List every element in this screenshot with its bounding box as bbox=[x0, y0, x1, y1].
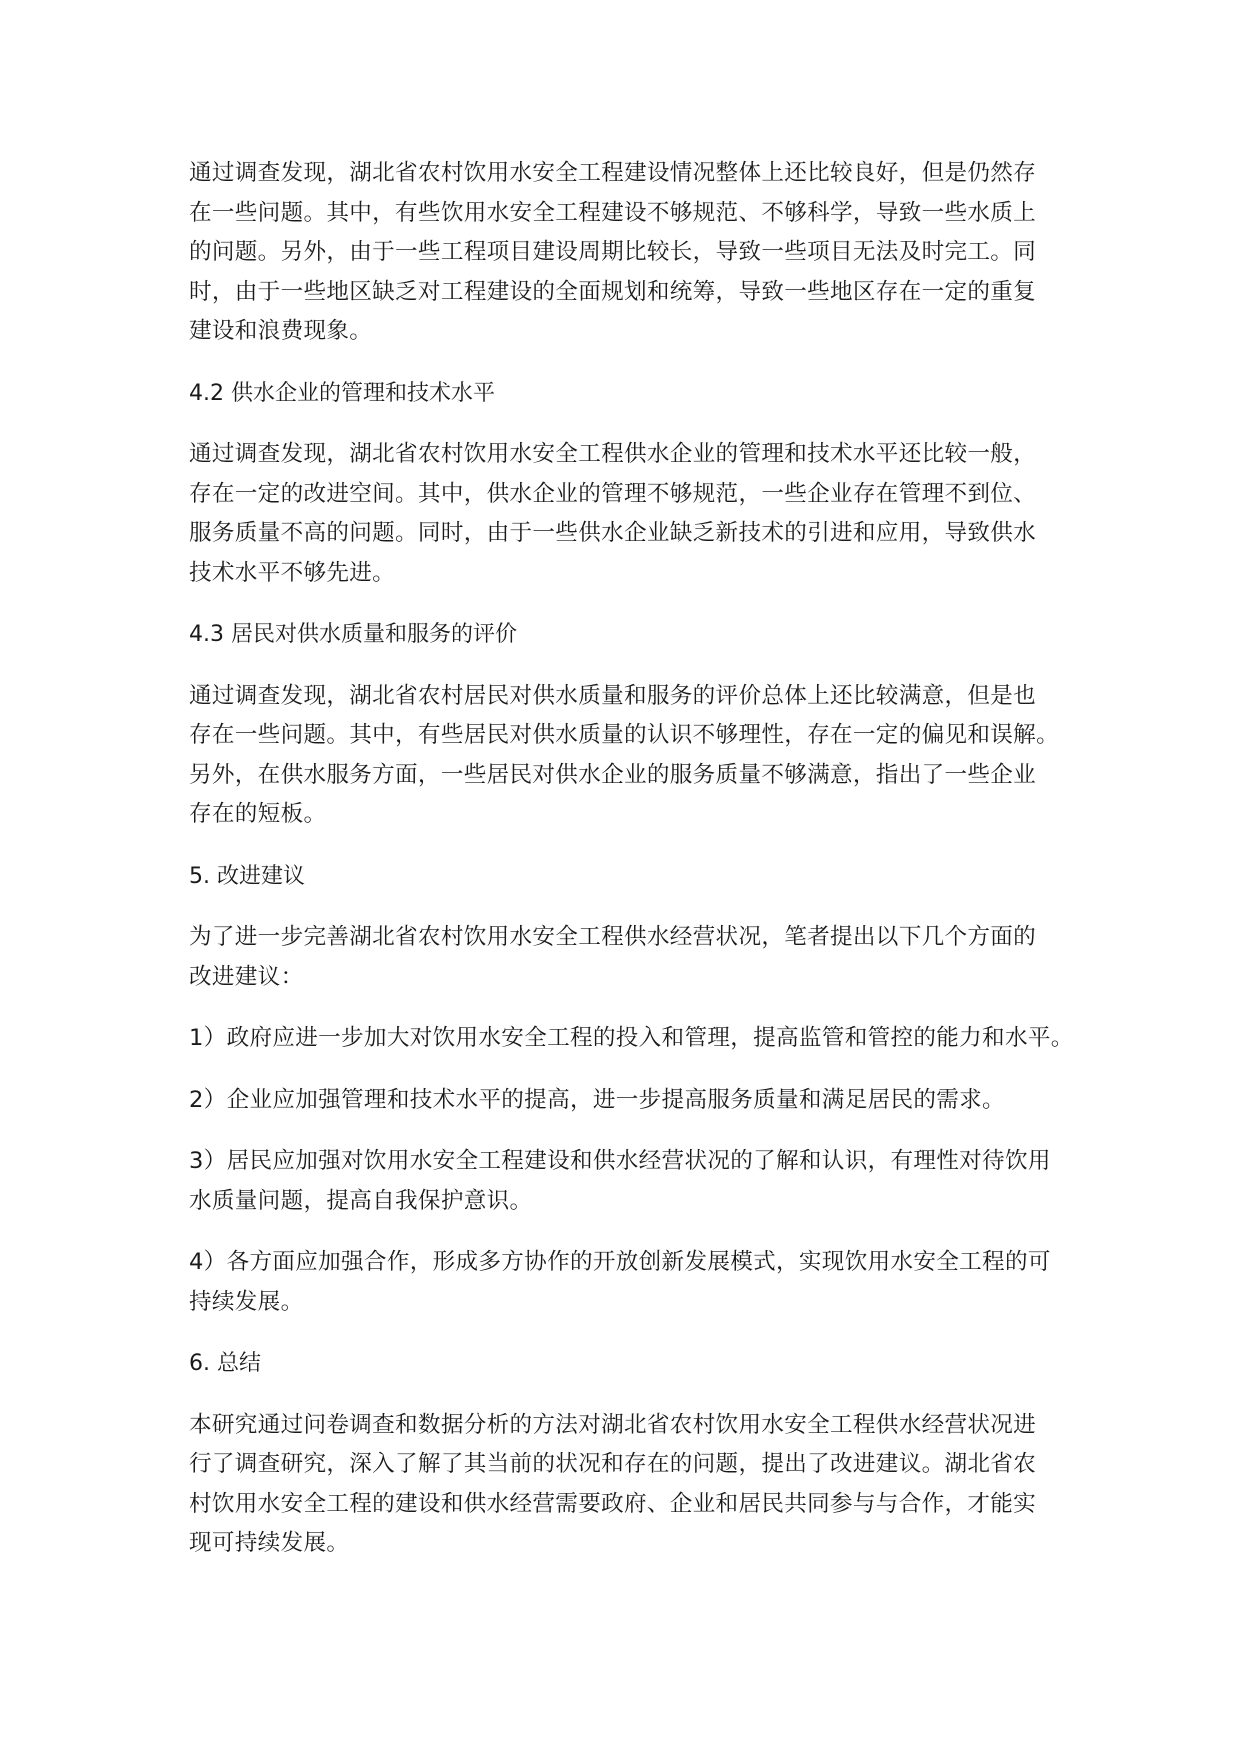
section-heading-6: 6. 总结 bbox=[189, 1351, 261, 1376]
text-line: 技术水平不够先进。 bbox=[189, 559, 396, 586]
text-line: 服务质量不高的问题。同时，由于一些供水企业缺乏新技术的引进和应用，导致供水 bbox=[189, 520, 1037, 546]
text-line: 行了调查研究，深入了解了其当前的状况和存在的问题，提出了改进建议。湖北省农 bbox=[189, 1451, 1037, 1477]
text-line: 存在一些问题。其中，有些居民对供水质量的认识不够理性，存在一定的偏见和误解。 bbox=[189, 722, 1059, 748]
text-line: 4）各方面应加强合作，形成多方协作的开放创新发展模式，实现饮用水安全工程的可 bbox=[189, 1249, 1051, 1275]
text-line: 在一些问题。其中，有些饮用水安全工程建设不够规范、不够科学，导致一些水质上 bbox=[189, 199, 1037, 226]
section-heading-5: 5. 改进建议 bbox=[189, 863, 305, 889]
text-line: 持续发展。 bbox=[189, 1288, 304, 1315]
text-line: 通过调查发现，湖北省农村饮用水安全工程供水企业的管理和技术水平还比较一般， bbox=[189, 441, 1037, 467]
paragraph-construction-status bbox=[189, 154, 1084, 352]
paragraph-suggestions-intro bbox=[189, 918, 1084, 997]
text-line: 通过调查发现，湖北省农村居民对供水质量和服务的评价总体上还比较满意，但是也 bbox=[189, 682, 1037, 709]
text-line: 通过调查发现，湖北省农村饮用水安全工程建设情况整体上还比较良好，但是仍然存 bbox=[189, 160, 1037, 186]
suggestion-item-4 bbox=[189, 1243, 1084, 1322]
paragraph-management-level bbox=[189, 435, 1084, 593]
suggestion-item-2 bbox=[189, 1081, 1084, 1121]
paragraph-conclusion bbox=[189, 1406, 1084, 1564]
text-line: 为了进一步完善湖北省农村饮用水安全工程供水经营状况，笔者提出以下几个方面的 bbox=[189, 924, 1037, 950]
text-line: 时，由于一些地区缺乏对工程建设的全面规划和统筹，导致一些地区存在一定的重复 bbox=[189, 278, 1037, 305]
text-line: 存在的短板。 bbox=[189, 801, 327, 827]
text-line: 水质量问题，提高自我保护意识。 bbox=[189, 1187, 533, 1214]
text-line: 3）居民应加强对饮用水安全工程建设和供水经营状况的了解和认识，有理性对待饮用 bbox=[189, 1148, 1051, 1174]
text-line: 改进建议： bbox=[189, 963, 304, 990]
section-heading-4-2: 4.2 供水企业的管理和技术水平 bbox=[189, 380, 495, 406]
text-line: 存在一定的改进空间。其中，供水企业的管理不够规范，一些企业存在管理不到位、 bbox=[189, 480, 1037, 507]
document-page bbox=[189, 154, 1084, 1586]
section-heading-4-3: 4.3 居民对供水质量和服务的评价 bbox=[189, 622, 517, 647]
text-line: 1）政府应进一步加大对饮用水安全工程的投入和管理，提高监管和管控的能力和水平。 bbox=[189, 1025, 1074, 1051]
text-line: 2）企业应加强管理和技术水平的提高，进一步提高服务质量和满足居民的需求。 bbox=[189, 1086, 1005, 1113]
text-line: 现可持续发展。 bbox=[189, 1530, 350, 1556]
text-line: 建设和浪费现象。 bbox=[189, 318, 373, 344]
suggestion-item-3 bbox=[189, 1142, 1084, 1221]
paragraph-resident-evaluation bbox=[189, 677, 1084, 835]
text-line: 的问题。另外，由于一些工程项目建设周期比较长，导致一些项目无法及时完工。同 bbox=[189, 239, 1037, 265]
text-line: 本研究通过问卷调查和数据分析的方法对湖北省农村饮用水安全工程供水经营状况进 bbox=[189, 1411, 1037, 1438]
text-line: 另外，在供水服务方面，一些居民对供水企业的服务质量不够满意，指出了一些企业 bbox=[189, 761, 1037, 788]
suggestion-item-1 bbox=[189, 1019, 1084, 1059]
text-line: 村饮用水安全工程的建设和供水经营需要政府、企业和居民共同参与与合作，才能实 bbox=[189, 1490, 1037, 1517]
